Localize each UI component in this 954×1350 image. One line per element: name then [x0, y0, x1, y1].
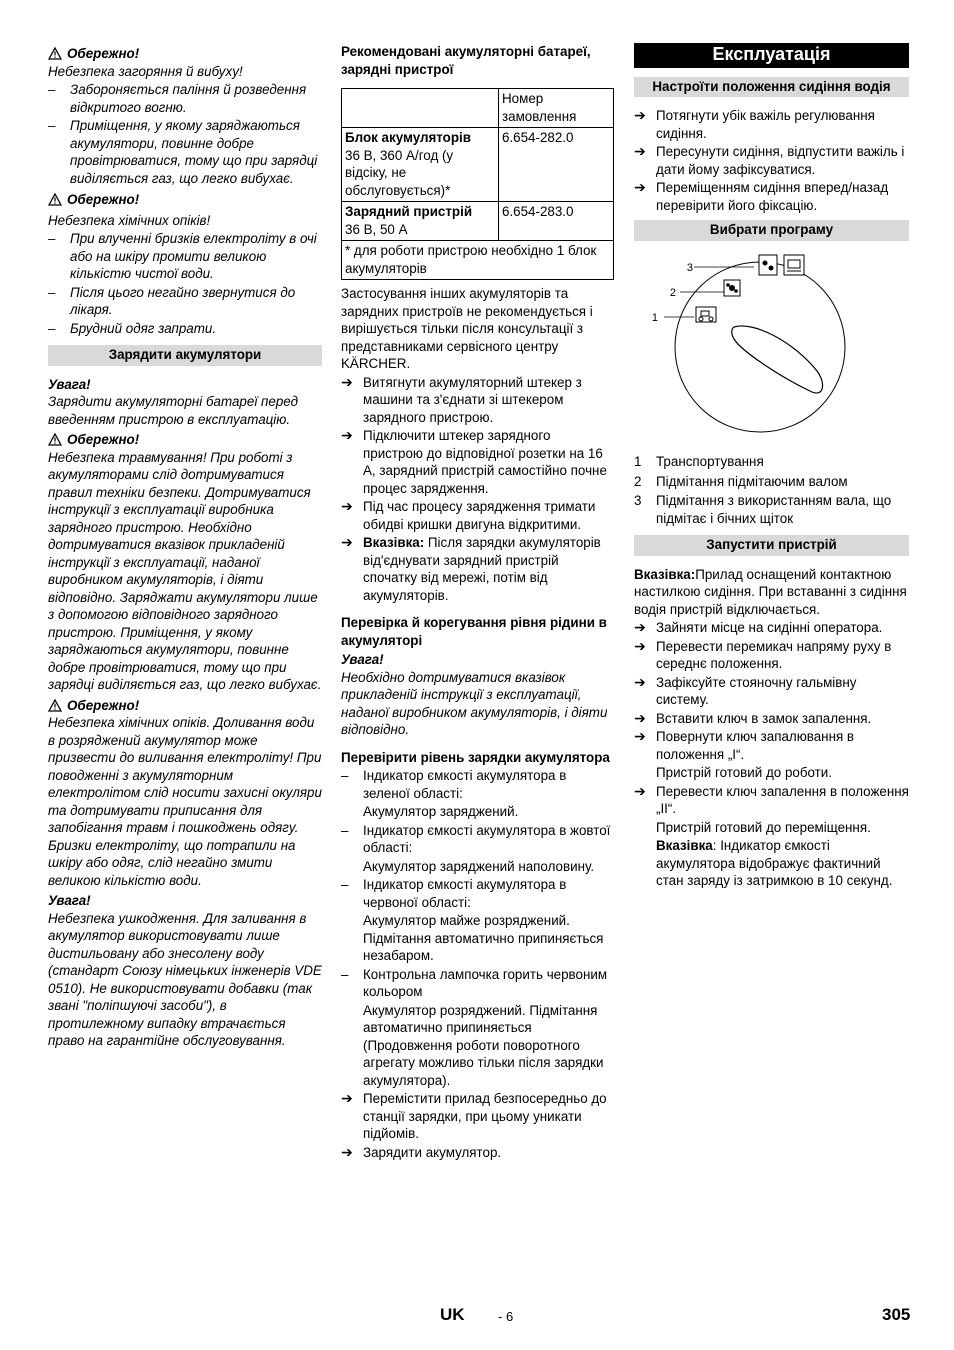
- warning-label: Обережно!: [67, 46, 140, 61]
- arrow-icon: ➔: [634, 107, 646, 123]
- notice-label: Увага!: [48, 893, 91, 908]
- list-item: – Індикатор ємкості акумулятора в червоної області:: [341, 877, 567, 910]
- table-row: [342, 241, 614, 280]
- arrow-icon: ➔: [341, 427, 353, 443]
- step: ➔ Перевести перемикач напряму руху в середнє положення.: [634, 637, 892, 671]
- table-title: Рекомендовані акумуляторні батареї, зарядні пристрої: [341, 44, 591, 77]
- battery-table: [341, 88, 614, 280]
- list-item: – При влученні бризків електроліту в очі або на шкіру промити великою кількістю чистої води.: [48, 231, 317, 281]
- arrow-icon: ➔: [341, 498, 353, 514]
- warning-triangle-icon: [48, 193, 62, 206]
- list-item: – Після цього негайно звернутися до лікаря.: [48, 284, 296, 317]
- sweeper-icon: [784, 255, 804, 275]
- step: ➔ Пересунути сидіння, відпустити важіль і дати йому зафіксуватися.: [634, 143, 905, 177]
- list-item: – Брудний одяг запрати.: [48, 320, 217, 336]
- transport-icon: [696, 307, 716, 322]
- warning-2: [48, 191, 322, 209]
- warning-triangle-icon: [48, 433, 62, 446]
- arrow-icon: ➔: [634, 637, 646, 654]
- section-heading: Запустити пристрій: [634, 535, 909, 556]
- warning-label: Обережно!: [67, 432, 140, 447]
- arrow-icon: ➔: [634, 619, 646, 635]
- warning-text: Небезпека хімічних опіків. Доливання води в розряджений акумулятор може призвести до виливання електроліту! При поводженні з акумуляторним електролітом слід носити захисні окуляри та дотримувати приписання для запобігання травм і пошкоджень одягу. Бризки електроліту, що потрапили на шкіру або одяг, слід негайно змити великою кількістю води.: [48, 715, 322, 888]
- list-item: – Індикатор ємкості акумулятора в жовтої області:: [341, 822, 611, 855]
- step: ➔ Підключити штекер зарядного пристрою до відповідної розетки на 16 А, зарядний пристрій самостійно почне процес зарядження.: [341, 427, 607, 496]
- step: ➔ Потягнути убік важіль регулювання сидіння.: [634, 107, 875, 141]
- notice-text: Небезпека ушкодження. Для заливання в акумулятор використовувати лише дистильовану або знесолену воду (стандарт Союзу німецьких інженерів VDE 0510). Не використовувати добавки (так звані "поліпшуючі засоби"), в протилежному випадку втрачається право на гарантійне обслуговування.: [48, 910, 322, 1048]
- step: ➔ Перемістити прилад безпосередньо до станції зарядки, при цьому уникати підйомів.: [341, 1090, 607, 1141]
- list-item: – Контрольна лампочка горить червоним кольором: [341, 966, 608, 999]
- arrow-icon: ➔: [341, 534, 353, 550]
- warning-text: Небезпека травмування! При роботі з акумуляторами слід дотримуватися правил техніки безпеки. Дотримуватися інструкції з експлуатації виробника зарядного пристрою. Необхідно дотримуватися вказівок прикладеній інструкції з експлуатації, наданої виробником акумуляторів, і діяти відповідно. Заряджати акумулятори лише з допомогою відповідного зарядного пристрою. Приміщення, у якому заряджаються акумулятори, повинне добре провітрюватися, тому що при зарядці виділяється газ, що легко вибухає.: [48, 449, 322, 692]
- section-heading: Вибрати програму: [634, 220, 909, 241]
- step: ➔ Витягнути акумуляторний штекер з машини та з'єднати зі штекером зарядного пристрою.: [341, 373, 582, 425]
- arrow-icon: ➔: [341, 1090, 353, 1106]
- arrow-icon: ➔: [634, 728, 646, 744]
- table-row: Блок акумуляторів 36 В, 360 А/год (у відсіку, не обслуговується)* 6.654-282.0: [342, 128, 614, 202]
- warning-triangle-icon: [48, 47, 62, 60]
- arrow-icon: ➔: [341, 373, 353, 390]
- note: Вказівка:Прилад оснащений контактною настилкою сидіння. При вставанні з сидіння водія пристрій відключається.: [634, 566, 907, 617]
- subheading: Перевірити рівень зарядки акумулятора: [341, 749, 610, 765]
- final-note: Вказівка: Індикатор ємкості акумулятора відображує фактичний стан заряду із затримкою в 10 секунд.: [656, 838, 893, 888]
- table-row: Зарядний пристрій 36 В, 50 А 6.654-283.0: [342, 202, 614, 241]
- step: ➔ Зарядити акумулятор.: [341, 1143, 502, 1160]
- figure-label-3: 3: [686, 261, 693, 274]
- section-title: Експлуатація: [634, 43, 909, 68]
- column-left: [48, 43, 322, 1050]
- step: ➔ Зафіксуйте стояночну гальмівну систему.: [634, 673, 857, 707]
- arrow-icon: ➔: [634, 179, 646, 195]
- selector-dial: [675, 262, 845, 432]
- step: ➔ Перевести ключ запалення в положення „II“.: [634, 782, 909, 816]
- step: ➔ Переміщенням сидіння вперед/назад перевірити його фіксацію.: [634, 179, 889, 213]
- arrow-icon: ➔: [634, 673, 646, 690]
- column-right: Експлуатація Настроїти положення сидіння водія ➔ Потягнути убік важіль регулювання сидіння. ➔ Пересунути сидіння, відпустити важіль і дати йому зафіксуватися. ➔ Переміщенням сидіння вперед/назад перевірити його фіксацію. Вибрати програму 1 2 3 1 Транспортування 2 Підмітання підмітаючим валом 3 Підмітання з використанням вала, що підмітає і бічних щіток Запустити пристрій Вказівка:Прилад оснащений контактною настилкою сидіння. При вставанні з сидіння водія пристрій відключається. ➔ Зайняти місце на сидінні оператора. ➔ Перевести перемикач напряму руху в середнє положення. ➔ Зафіксуйте стояночну гальмівну систему. ➔ Вставити ключ в замок запалення. ➔ Повернути ключ запалювання в положення „I“. Пристрій готовий до роботи. ➔ Перевести ключ запалення в положення „II“. Пристрій готовий до переміщення. Вказівка: Індикатор ємкості акумулятора відображує фактичний стан заряду із затримкою в 10 секунд.: [634, 44, 909, 888]
- step: ➔ Вказівка: Після зарядки акумуляторів від'єднувати зарядний пристрій спочатку від мережі, потім від акумуляторів.: [341, 534, 601, 603]
- warning-text: Небезпека хімічних опіків!: [48, 212, 211, 228]
- roller-brush-icon: [724, 280, 740, 296]
- roller-and-side-brush-icon: [759, 255, 777, 275]
- notice-label: Увага!: [48, 376, 91, 392]
- legend-item: 2 Підмітання підмітаючим валом: [634, 473, 848, 489]
- list-item: – Забороняється паління й розведення відкритого вогню.: [48, 82, 307, 115]
- step: ➔ Зайняти місце на сидінні оператора.: [634, 619, 883, 635]
- notice-label: Увага!: [341, 652, 384, 667]
- column-middle: Рекомендовані акумуляторні батареї, зарядні пристрої Номер замовлення Блок акумуляторів 36 В, 360 А/год (у відсіку, не обслуговується)* 6.654-282.0 Зарядний пристрій 36 В, 50 А 6.654-283.0 * для роботи пристрою необхідно 1 блок акумуляторів Застосування інших акумуляторів та зарядних пристроїв не рекомендується і вирішується тільки після консультації з представниками сервісного центру KÄRCHER. ➔ Витягнути акумуляторний штекер з машини та з'єднати зі штекером зарядного пристрою. ➔ Підключити штекер зарядного пристрою до відповідної розетки на 16 А, зарядний пристрій самостійно почне процес зарядження. ➔ Під час процесу зарядження тримати обидві кришки двигуна відкритими. ➔ Вказівка: Після зарядки акумуляторів від'єднувати зарядний пристрій спочатку від мережі, потім від акумуляторів. Перевірка й корегування рівня рідини в акумуляторі Увага! Необхідно дотримуватися вказівок прикладеній інструкції з експлуатації, наданої виробником акумуляторів, і діяти відповідно. Перевірити рівень зарядки акумулятора – Індикатор ємкості акумулятора в зеленої області: Акумулятор заряджений. – Індикатор ємкості акумулятора в жовтої області: Акумулятор заряджений наполовину. – Індикатор ємкості акумулятора в червоної області: Акумулятор майже розряджений. Підмітання автоматично припиняється незабаром. – Контрольна лампочка горить червоним кольором Акумулятор розряджений. Підмітання автоматично припиняється (Продовження роботи поворотного агрегату можливо тільки після зарядки акумулятора). ➔ Перемістити прилад безпосередньо до станції зарядки, при цьому уникати підйомів. ➔ Зарядити акумулятор.: [341, 43, 614, 1161]
- selector-knob: [732, 325, 823, 392]
- warning-triangle-icon: [48, 699, 62, 712]
- figure-label-2: 2: [669, 286, 676, 299]
- warning-3: [48, 431, 322, 449]
- arrow-icon: ➔: [634, 143, 646, 159]
- step: ➔ Повернути ключ запалювання в положення „I“.: [634, 728, 855, 762]
- legend-item: 1 Транспортування: [634, 454, 764, 469]
- figure-label-1: 1: [651, 311, 658, 324]
- arrow-icon: ➔: [341, 1143, 353, 1160]
- warning-label: Обережно!: [67, 697, 140, 713]
- legend-item: 3 Підмітання з використанням вала, що підмітає і бічних щіток: [634, 493, 892, 526]
- notice-text: Зарядити акумуляторні батареї перед введенням пристрою в експлуатацію.: [48, 394, 298, 427]
- warning-text: Небезпека загоряння й вибуху!: [48, 63, 243, 79]
- step: ➔ Під час процесу зарядження тримати обидві кришки двигуна відкритими.: [341, 498, 596, 532]
- program-selector-figure: [634, 247, 909, 447]
- table-header: Номер замовлення: [499, 89, 614, 128]
- arrow-icon: ➔: [634, 709, 646, 726]
- paragraph: Застосування інших акумуляторів та зарядних пристроїв не рекомендується і вирішується тільки після консультації з представниками сервісного центру KÄRCHER.: [341, 286, 593, 371]
- list-item: – Приміщення, у якому заряджаються акумулятори, повинне добре провітрюватися, тому що при зарядці виділяється газ, що легко вибухає.: [48, 118, 318, 186]
- section-heading: Настроїти положення сидіння водія: [634, 77, 909, 98]
- step: ➔ Вставити ключ в замок запалення.: [634, 709, 872, 726]
- list-item: – Індикатор ємкості акумулятора в зеленої області:: [341, 768, 567, 801]
- arrow-icon: ➔: [634, 782, 646, 799]
- warning-1: [48, 45, 322, 63]
- footer-local-page: - 6: [498, 1309, 514, 1324]
- table-row: [342, 89, 614, 128]
- section-heading: Зарядити акумулятори: [48, 345, 322, 366]
- notice-text: Необхідно дотримуватися вказівок прикладеній інструкції з експлуатації, наданої виробником акумуляторів, і діяти відповідно.: [341, 669, 608, 737]
- warning-4: [48, 697, 322, 715]
- footer-lang: UK: [440, 1305, 465, 1324]
- table-footnote: * для роботи пристрою необхідно 1 блок акумуляторів: [342, 241, 614, 280]
- footer-page-number: 305: [882, 1305, 911, 1324]
- warning-label: Обережно!: [67, 192, 140, 207]
- subheading: Перевірка й корегування рівня рідини в акумуляторі: [341, 615, 607, 648]
